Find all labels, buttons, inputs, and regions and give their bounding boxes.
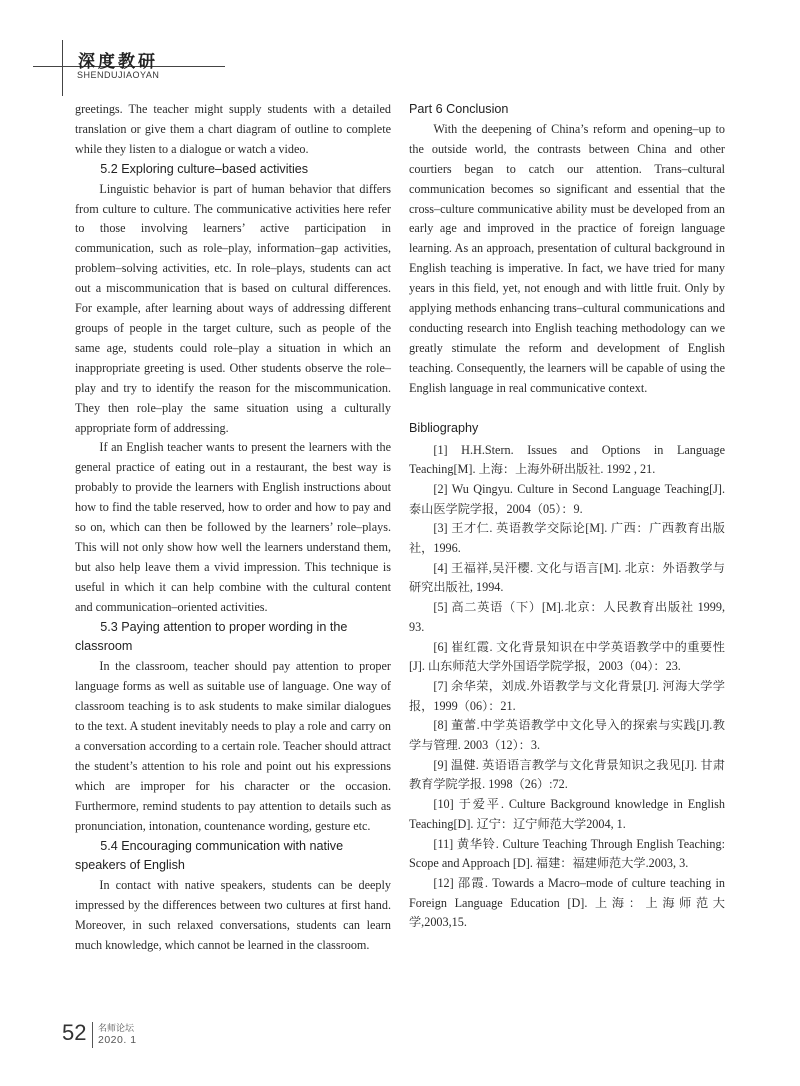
reference-item: [2] Wu Qingyu. Culture in Second Language Teaching[J]. 泰山医学院学报，2004（05）：9.: [409, 481, 725, 516]
paragraph-5-2-a: Linguistic behavior is part of human behavior that differs from culture to culture. The communicative activities here refer to those involving learners’ active participation in communication, such as role–play, information–gap activities, problem–solving activities, etc. In role–plays, students can act out a miscommunication that is based on cultural differences. For example, after learning about ways of addressing different groups of people in the target culture, such as people of the same age, students could role–play a situation in which an inappropriate greeting is used. Other students observe the role–play and try to identify the reason for the miscommunication. They then role–play the same situation using a culturally appropriate form of addressing.: [75, 181, 391, 435]
paragraph-intro: greetings. The teacher might supply students with a detailed translation or give them a chart diagram of outline to complete while they listen to a dialogue or watch a video.: [75, 102, 391, 156]
reference-item: [6] 崔红霞. 文化背景知识在中学英语教学中的重要性[J]. 山东师范大学外国语学院学报，2003（04）：23.: [409, 639, 725, 674]
paragraph-5-2-b: If an English teacher wants to present the learners with the general practice of eating out in a restaurant, the best way is probably to provide the learners with English instructions about how to find the table reserved, how to order and how to pay and so on, which can then be followed by the learners’ role–plays. This will not only show how well the learners understand them, but also help leave them a vivid impression. This technique is useful in which it can help combine with the cultural content and communication–oriented activities.: [75, 440, 391, 614]
reference-item: [12] 邵霞. Towards a Macro–mode of culture teaching in Foreign Language Education [D]. 上海：上海师范大学,2003,15.: [409, 875, 725, 930]
reference-item: [3] 王才仁. 英语教学交际论[M]. 广西：广西教育出版社，1996.: [409, 521, 725, 556]
reference-item: [1] H.H.Stern. Issues and Options in Language Teaching[M]. 上海：上海外研出版社. 1992 , 21.: [409, 442, 725, 477]
heading-5-2: 5.2 Exploring culture–based activities: [100, 161, 309, 176]
heading-5-4: 5.4 Encouraging communication with native speakers of English: [75, 838, 344, 873]
header-vertical-rule: [62, 40, 63, 96]
heading-part-6: Part 6 Conclusion: [409, 102, 509, 116]
reference-item: [11] 黄华铃. Culture Teaching Through English Teaching: Scope and Approach [D]. 福建：福建师范大学.2003, 3.: [409, 836, 725, 871]
heading-bibliography: Bibliography: [409, 420, 479, 435]
footer-divider: [92, 1022, 93, 1048]
right-column: [409, 100, 725, 933]
paragraph-conclusion: With the deepening of China’s reform and opening–up to the outside world, the contrasts between China and other courtiers began to catch our attention. Trans–cultural communication becomes so significant and essential that the cross–culture communicative ability must be developed from an early age and improved in the practice of foreign language learning. As an approach, presentation of cultural background in English teaching is imperative. In fact, we have tried for many years in this field, yet, not enough and with little fruit. Only by applying methods enhancing trans–cultural communications and conducting research into English teaching methodology can we greatly stimulate the reform and development of English teaching. Consequently, the learners will be capable of using the English language in real communicative context.: [409, 121, 725, 395]
reference-item: [4] 王福祥,吴汗樱. 文化与语言[M]. 北京：外语教学与研究出版社, 1994.: [409, 560, 725, 595]
paragraph-5-3: In the classroom, teacher should pay attention to proper language forms as well as suitable use of language. One way of classroom teaching is to ask students to make similar dialogues to the text. A student inevitably needs to play a role and carry on a conversation according to a certain role. Teacher should attract the student’s attention to his role and point out his expressions which are improper for his character or the occasion. Furthermore, remind students to pay attention to details such as pronunciation, intonation, countenance wording, gesture etc.: [75, 659, 391, 833]
reference-item: [8] 董蕾.中学英语教学中文化导入的探索与实践[J].教学与管理. 2003（12）：3.: [409, 718, 725, 753]
paragraph-5-4: In contact with native speakers, students can be deeply impressed by the differences between two cultures at first hand. Moreover, in such relaxed conversations, students can learn much knowledge, which cannot be learned in the classroom.: [75, 878, 391, 953]
reference-item: [7] 余华荣，刘成.外语教学与文化背景[J]. 河海大学学报，1999（06）：21.: [409, 678, 725, 713]
reference-item: [9] 温健. 英语语言教学与文化背景知识之我见[J]. 甘肃教育学院学报. 1998（26）:72.: [409, 757, 725, 792]
reference-list: [409, 441, 725, 934]
reference-item: [10] 于爱平. Culture Background knowledge in English Teaching[D]. 辽宁：辽宁师范大学2004, 1.: [409, 797, 725, 831]
issue-label: 2020. 1: [98, 1034, 137, 1046]
heading-5-3: 5.3 Paying attention to proper wording in the classroom: [75, 619, 348, 654]
page-number: 52: [62, 1020, 87, 1045]
left-column: [75, 100, 391, 956]
section-title: 深度教研: [78, 52, 158, 72]
reference-item: [5] 高二英语（下）[M].北京：人民教育出版社 1999, 93.: [409, 600, 725, 634]
section-subtitle: SHENDUJIAOYAN: [77, 70, 160, 80]
magazine-name: 名师论坛: [98, 1024, 135, 1034]
